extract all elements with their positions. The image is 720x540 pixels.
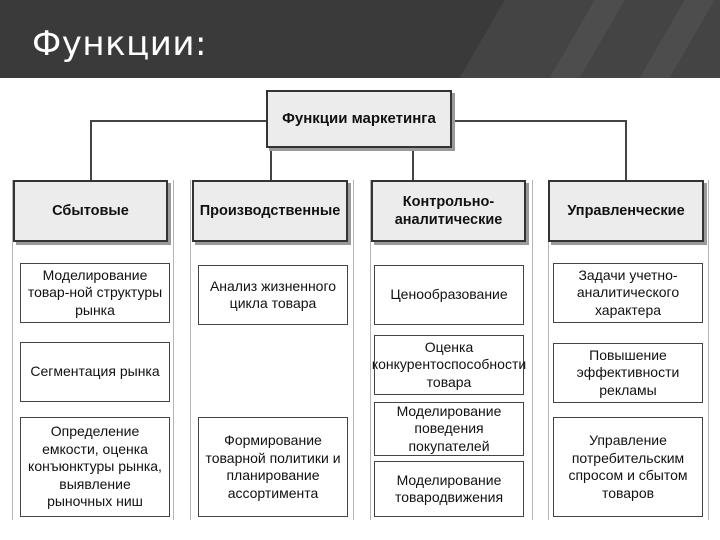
function-box — [20, 342, 170, 402]
function-label: Анализ жизненного цикла товара — [209, 277, 337, 311]
heading-label: Управленческие — [567, 202, 685, 219]
connector-to-sales — [90, 120, 92, 180]
function-box — [374, 265, 524, 325]
function-label: Моделирование товар-ной структуры рынка — [27, 266, 163, 318]
function-label: Формирование товарной политики и планирование ассортимента — [205, 432, 341, 501]
column-heading-control — [371, 180, 526, 242]
function-label: Ценообразование — [390, 286, 508, 303]
column-guide-line — [708, 180, 709, 520]
slide-header-bar — [0, 0, 720, 78]
function-label: Определение емкости, оценка конъюнктуры рынка, выявление рыночных ниш — [28, 423, 162, 510]
function-label: Оценка конкурентоспособности товара — [371, 338, 527, 390]
column-heading-management — [548, 180, 704, 242]
root-box — [266, 90, 452, 148]
function-box — [553, 343, 703, 403]
heading-label: Контрольно-аналитические — [394, 193, 503, 228]
root-label: Функции маркетинга — [282, 109, 436, 127]
column-guide-line — [353, 180, 354, 520]
function-box — [198, 265, 348, 325]
function-box — [553, 417, 703, 517]
column-heading-sales — [13, 180, 168, 242]
column-heading-production — [192, 180, 348, 242]
heading-label: Производственные — [199, 202, 341, 219]
function-box — [198, 417, 348, 517]
function-box — [371, 335, 527, 395]
connector-to-management — [625, 120, 627, 180]
function-box — [20, 417, 170, 517]
function-box — [374, 461, 524, 517]
function-label: Моделирование поведения покупателей — [396, 402, 502, 454]
column-guide-line — [532, 180, 533, 520]
function-box — [553, 263, 703, 323]
function-label: Задачи учетно-аналитического характера — [576, 266, 680, 318]
column-guide-line — [173, 180, 174, 520]
function-label: Повышение эффективности рекламы — [576, 346, 680, 398]
column-guide-line — [190, 180, 191, 520]
function-label: Сегментация рынка — [30, 363, 160, 380]
function-label: Моделирование товародвижения — [394, 471, 504, 505]
connector-root-down — [412, 148, 414, 180]
function-box — [20, 263, 170, 323]
function-box — [374, 402, 524, 456]
slide-title: Функции: — [32, 24, 207, 64]
marketing-functions-diagram — [8, 80, 712, 520]
heading-label: Сбытовые — [52, 202, 129, 219]
function-label: Управление потребительским спросом и сбытом товаров — [568, 432, 688, 501]
